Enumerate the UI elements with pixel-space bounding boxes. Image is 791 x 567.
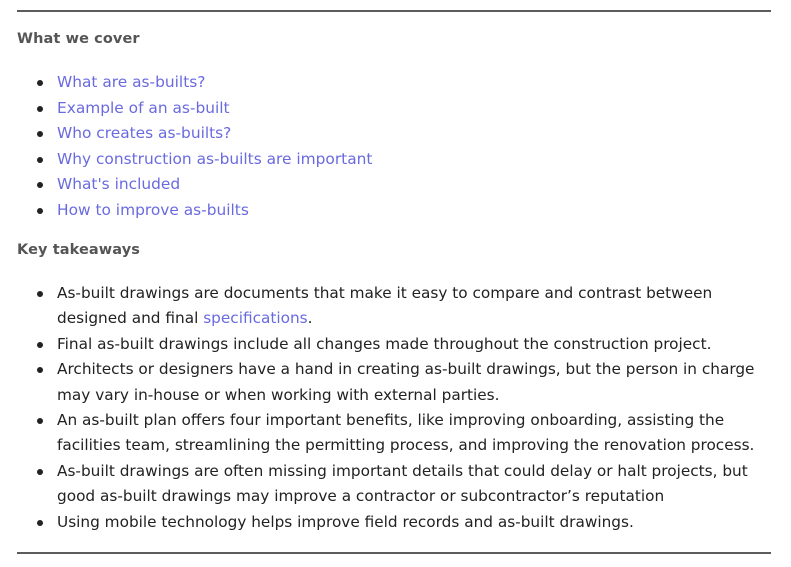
takeaway-item xyxy=(57,459,774,510)
takeaway-text: As-built drawings are documents that make it easy to compare and contrast between designed and final xyxy=(57,284,713,328)
list-item xyxy=(57,147,372,173)
key-takeaways-heading: Key takeaways xyxy=(17,242,141,258)
toc-link-what-are-as-builts[interactable]: What are as-builts? xyxy=(57,73,206,91)
toc-link-whats-included[interactable]: What's included xyxy=(57,175,181,194)
list-item xyxy=(57,198,372,224)
toc-link-how-to-improve[interactable]: How to improve as-builts xyxy=(57,200,249,219)
toc-link-example-as-built[interactable]: Example of an as-built xyxy=(57,98,230,117)
top-divider xyxy=(17,10,771,12)
specifications-link[interactable]: specifications xyxy=(203,309,308,328)
list-item xyxy=(57,96,372,122)
toc-link-who-creates[interactable]: Who creates as-builts? xyxy=(57,124,232,143)
takeaway-item xyxy=(57,332,774,357)
toc-link-why-important[interactable]: Why construction as-builts are important xyxy=(57,149,373,168)
takeaway-text: Using mobile technology helps improve field records and as-built drawings. xyxy=(57,512,634,531)
takeaway-item xyxy=(57,510,774,535)
bottom-divider xyxy=(17,552,771,554)
key-takeaways-list xyxy=(17,281,774,535)
list-item xyxy=(57,70,372,96)
takeaway-item xyxy=(57,357,774,408)
takeaway-text: An as-built plan offers four important benefits, like improving onboarding, assisting the facilities team, streamlining the permitting process, and improving the renovation process. xyxy=(57,411,755,455)
what-we-cover-list xyxy=(17,70,372,224)
takeaway-item xyxy=(57,408,774,459)
takeaway-text: As-built drawings are often missing important details that could delay or halt projects, but good as-built drawings may improve a contractor or subcontractor’s reputation xyxy=(57,461,748,506)
what-we-cover-heading: What we cover xyxy=(17,31,140,47)
takeaway-item xyxy=(57,281,774,332)
takeaway-text: Architects or designers have a hand in creating as-built drawings, but the person in charge may vary in-house or when working with external parties. xyxy=(57,360,755,404)
list-item xyxy=(57,121,372,147)
takeaway-text-end: . xyxy=(307,309,313,328)
list-item xyxy=(57,172,372,198)
takeaway-text: Final as-built drawings include all changes made throughout the construction project. xyxy=(57,334,712,353)
